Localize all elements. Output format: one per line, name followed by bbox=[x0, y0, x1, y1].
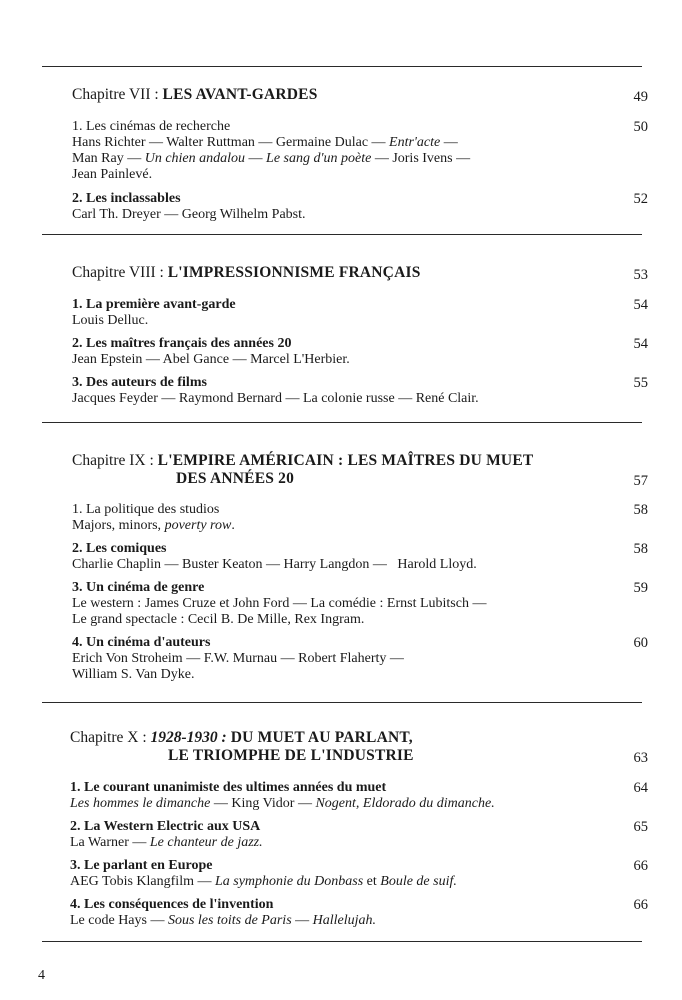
chapter-label: Chapitre IX : bbox=[72, 452, 154, 469]
toc-entry bbox=[70, 819, 648, 851]
chapter-heading bbox=[72, 452, 648, 488]
chapter-page-number: 63 bbox=[633, 750, 648, 766]
entry-title: 3. Un cinéma de genre bbox=[72, 580, 205, 595]
entry-title: 3. Des auteurs de films bbox=[72, 375, 207, 390]
entry-title: 4. Un cinéma d'auteurs bbox=[72, 635, 211, 650]
chapter-x bbox=[70, 729, 648, 929]
entry-text-line: Jacques Feyder — Raymond Bernard — La colonie russe — René Clair. bbox=[72, 391, 479, 406]
entry-text-line: La Warner — Le chanteur de jazz. bbox=[70, 835, 263, 850]
entry-text-line: William S. Van Dyke. bbox=[72, 667, 195, 682]
entry-title: 2. Les maîtres français des années 20 bbox=[72, 336, 292, 351]
toc-entry bbox=[72, 297, 648, 329]
entry-title: 2. Les inclassables bbox=[72, 191, 181, 206]
entry-text-line: Charlie Chaplin — Buster Keaton — Harry Langdon — Harold Lloyd. bbox=[72, 557, 477, 572]
chapter-title: L'IMPRESSIONNISME FRANÇAIS bbox=[167, 264, 421, 281]
chapter-label: Chapitre X : bbox=[70, 729, 147, 746]
entry-text-line: Jean Epstein — Abel Gance — Marcel L'Herbier. bbox=[72, 352, 350, 367]
entry-text-line: Le grand spectacle : Cecil B. De Mille, Rex Ingram. bbox=[72, 612, 365, 627]
entry-text-line: Louis Delluc. bbox=[72, 313, 149, 328]
entry-text-line: AEG Tobis Klangfilm — La symphonie du Donbass et Boule de suif. bbox=[70, 874, 457, 889]
divider-rule bbox=[42, 66, 642, 67]
entry-page-number: 65 bbox=[633, 819, 648, 835]
chapter-heading bbox=[70, 729, 648, 765]
chapter-label: Chapitre VII : bbox=[72, 86, 159, 103]
entry-title: 1. La première avant-garde bbox=[72, 297, 236, 312]
entry-page-number: 55 bbox=[633, 375, 648, 391]
entry-title: 4. Les conséquences de l'invention bbox=[70, 897, 274, 912]
entry-title: 1. La politique des studios bbox=[72, 502, 220, 517]
entry-text-line: Les hommes le dimanche — King Vidor — Nogent, Eldorado du dimanche. bbox=[70, 796, 495, 811]
entry-title: 1. Le courant unanimiste des ultimes années du muet bbox=[70, 780, 387, 795]
chapter-page-number: 57 bbox=[633, 473, 648, 489]
entry-page-number: 52 bbox=[633, 191, 648, 207]
chapter-heading bbox=[72, 264, 648, 282]
entry-title: 1. Les cinémas de recherche bbox=[72, 119, 231, 134]
entry-title: 2. La Western Electric aux USA bbox=[70, 819, 261, 834]
divider-rule bbox=[42, 702, 642, 703]
toc-entry bbox=[70, 858, 648, 890]
entry-page-number: 59 bbox=[633, 580, 648, 596]
chapter-label: Chapitre VIII : bbox=[72, 264, 164, 281]
entry-page-number: 54 bbox=[633, 336, 648, 352]
entry-text-line: Carl Th. Dreyer — Georg Wilhelm Pabst. bbox=[72, 207, 306, 222]
entry-page-number: 60 bbox=[633, 635, 648, 651]
toc-entry bbox=[72, 119, 648, 183]
entry-page-number: 66 bbox=[633, 858, 648, 874]
entry-text-line: Jean Painlevé. bbox=[72, 167, 153, 182]
entry-page-number: 58 bbox=[633, 502, 648, 518]
chapter-viii bbox=[72, 264, 648, 407]
chapter-page-number: 53 bbox=[633, 267, 648, 283]
divider-rule bbox=[42, 234, 642, 235]
chapter-ix bbox=[72, 452, 648, 683]
toc-entry bbox=[72, 635, 648, 683]
entry-text-line: Hans Richter — Walter Ruttman — Germaine Dulac — Entr'acte — bbox=[72, 135, 458, 150]
entry-title: 2. Les comiques bbox=[72, 541, 167, 556]
entry-text-line: Le code Hays — Sous les toits de Paris — Hallelujah. bbox=[70, 913, 377, 928]
entry-text-line: Le western : James Cruze et John Ford — La comédie : Ernst Lubitsch — bbox=[72, 596, 487, 611]
toc-entry bbox=[72, 580, 648, 628]
toc-entry bbox=[70, 780, 648, 812]
entry-text-line: Majors, minors, poverty row. bbox=[72, 518, 235, 533]
chapter-title-line-1: DU MUET AU PARLANT, bbox=[226, 729, 413, 746]
chapter-title-line-1: L'EMPIRE AMÉRICAIN : LES MAÎTRES DU MUET bbox=[157, 452, 534, 469]
entry-page-number: 64 bbox=[633, 780, 648, 796]
chapter-page-number: 49 bbox=[633, 89, 648, 105]
toc-entry bbox=[72, 375, 648, 407]
entry-text-line: Man Ray — Un chien andalou — Le sang d'un poète — Joris Ivens — bbox=[72, 151, 471, 166]
toc-entry bbox=[72, 502, 648, 534]
entry-title: 3. Le parlant en Europe bbox=[70, 858, 213, 873]
page-number: 4 bbox=[38, 968, 45, 983]
entry-text-line: Erich Von Stroheim — F.W. Murnau — Robert Flaherty — bbox=[72, 651, 404, 666]
entry-page-number: 58 bbox=[633, 541, 648, 557]
toc-entry bbox=[70, 897, 648, 929]
chapter-years: 1928-1930 : bbox=[150, 729, 227, 746]
toc-entry bbox=[72, 191, 648, 223]
chapter-title-line-2: DES ANNÉES 20 bbox=[176, 470, 295, 487]
toc-entry bbox=[72, 541, 648, 573]
entry-page-number: 54 bbox=[633, 297, 648, 313]
chapter-vii bbox=[72, 86, 648, 223]
chapter-title: LES AVANT-GARDES bbox=[162, 86, 318, 103]
chapter-heading bbox=[72, 86, 648, 104]
divider-rule bbox=[42, 941, 642, 942]
entry-page-number: 66 bbox=[633, 897, 648, 913]
divider-rule bbox=[42, 422, 642, 423]
toc-entry bbox=[72, 336, 648, 368]
chapter-title-line-2: LE TRIOMPHE DE L'INDUSTRIE bbox=[168, 747, 414, 764]
entry-page-number: 50 bbox=[633, 119, 648, 135]
